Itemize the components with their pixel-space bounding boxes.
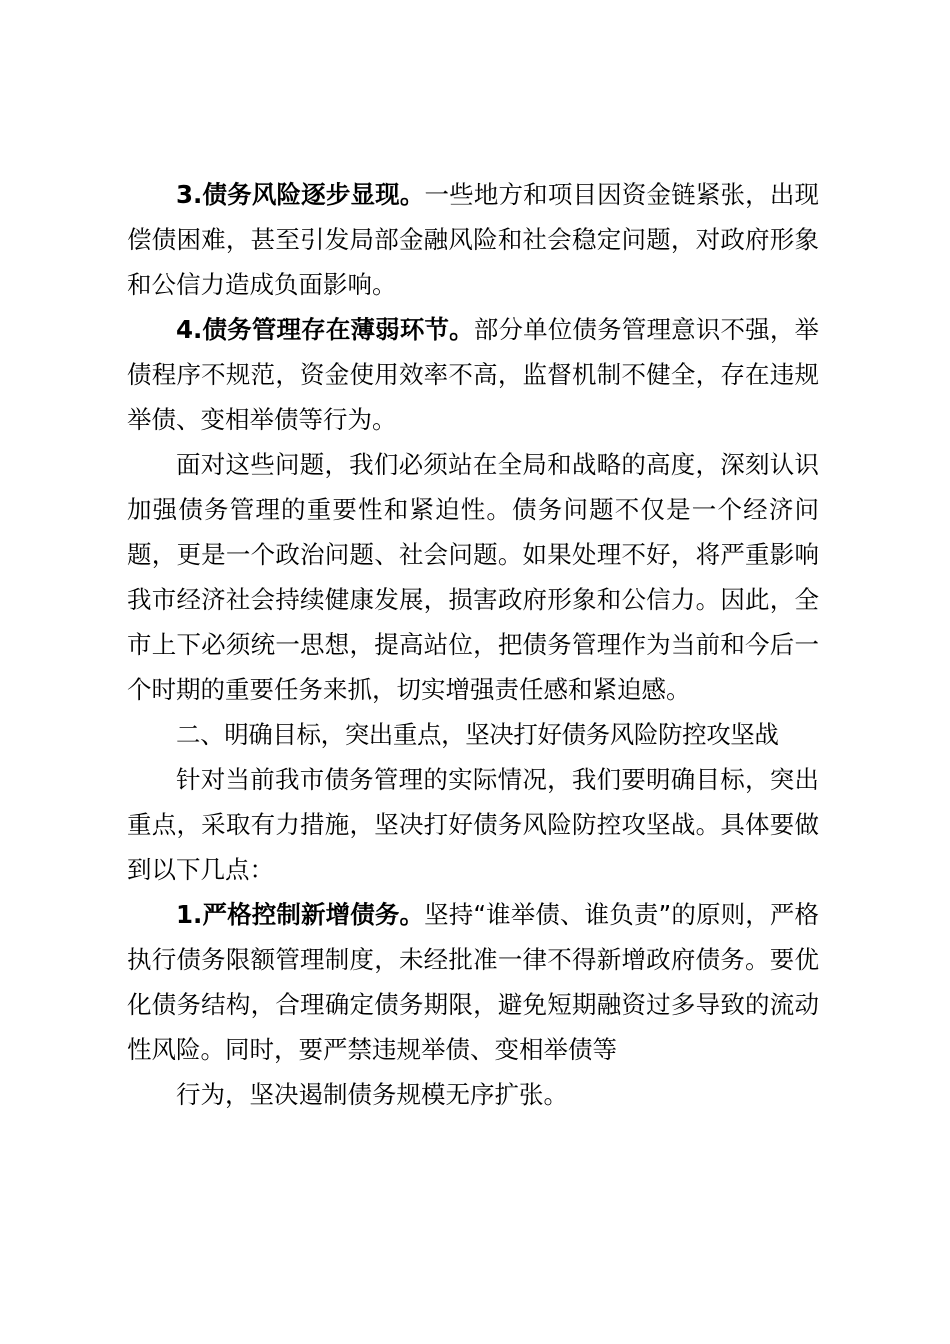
paragraph-heading: 3.债务风险逐步显现。: [176, 180, 425, 209]
paragraph-weak-management: [127, 307, 819, 442]
paragraph-control-new-debt: [127, 892, 819, 1072]
paragraph-targets: [127, 757, 819, 892]
paragraph-text: 针对当前我市债务管理的实际情况，我们要明确目标，突出重点，采取有力措施，坚决打好债务风险防控攻坚战。具体要做到以下几点：: [127, 765, 819, 884]
document-body: [127, 172, 819, 1117]
section-heading-text: 二、明确目标，突出重点，坚决打好债务风险防控攻坚战: [176, 720, 779, 749]
paragraph-text: 坚持“谁举债、谁负责”的原则，严格执行债务限额管理制度，未经批准一律不得新增政府债务。要优化债务结构，合理确定债务期限，避免短期融资过多导致的流动性风险。同时，要严禁违规举债、变相举债等: [127, 900, 819, 1064]
paragraph-text: 一些地方和项目因资金链紧张，出现偿债困难，甚至引发局部金融风险和社会稳定问题，对政府形象和公信力造成负面影响。: [127, 180, 819, 299]
paragraph-text: 部分单位债务管理意识不强，举债程序不规范，资金使用效率不高，监督机制不健全，存在违规举债、变相举债等行为。: [127, 315, 819, 434]
section-heading-two: [127, 712, 819, 757]
paragraph-heading: 4.债务管理存在薄弱环节。: [176, 315, 474, 344]
paragraph-facing-problems: [127, 442, 819, 712]
paragraph-debt-risk: [127, 172, 819, 307]
paragraph-continuation: [127, 1072, 819, 1117]
paragraph-text: 面对这些问题，我们必须站在全局和战略的高度，深刻认识加强债务管理的重要性和紧迫性。债务问题不仅是一个经济问题，更是一个政治问题、社会问题。如果处理不好，将严重影响我市经济社会持续健康发展，损害政府形象和公信力。因此，全市上下必须统一思想，提高站位，把债务管理作为当前和今后一个时期的重要任务来抓，切实增强责任感和紧迫感。: [127, 450, 819, 704]
paragraph-heading: 1.严格控制新增债务。: [176, 900, 425, 929]
paragraph-text: 行为，坚决遏制债务规模无序扩张。: [176, 1080, 568, 1109]
